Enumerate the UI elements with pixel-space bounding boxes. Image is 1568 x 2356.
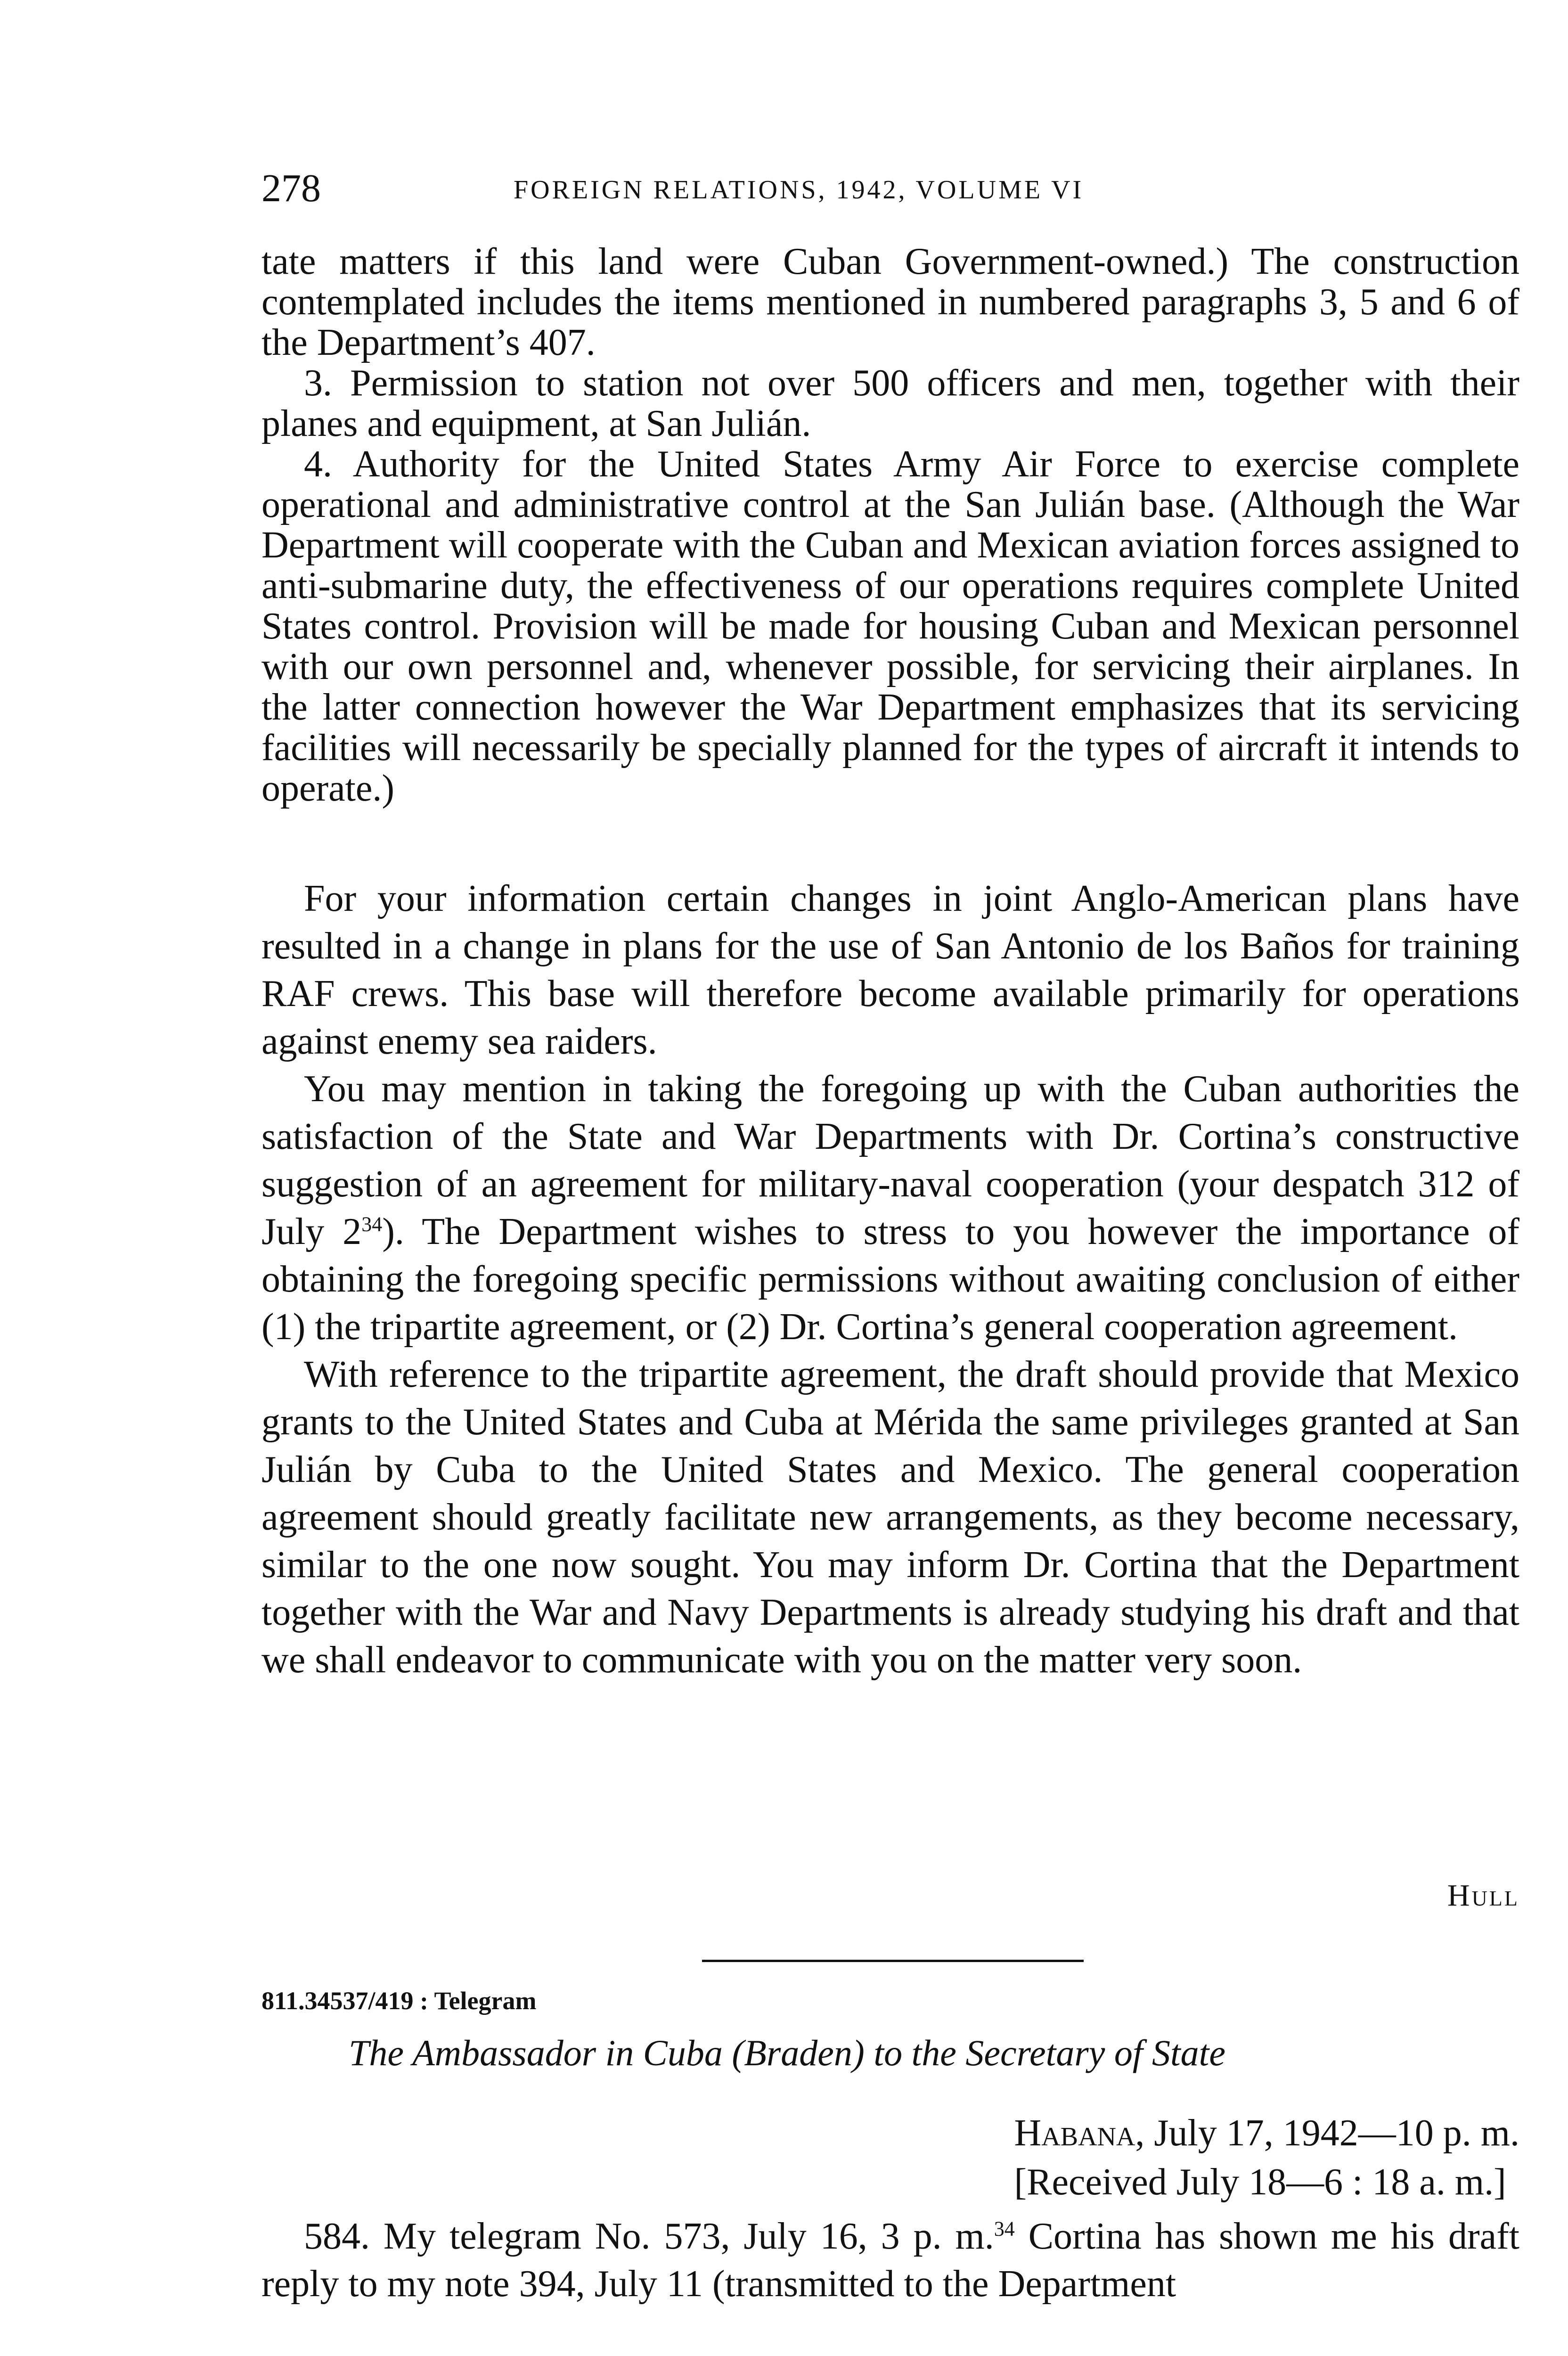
paragraph-584 <box>261 2213 1519 2308</box>
running-head: FOREIGN RELATIONS, 1942, VOLUME VI <box>514 175 1084 205</box>
footnote-mark: 34 <box>361 1212 383 1236</box>
paragraph-item-3: 3. Permission to station not over 500 officers and men, together with their planes and equipment, at San Julián. <box>261 362 1519 444</box>
paragraph-mention <box>261 1065 1519 1351</box>
paragraph-item-4: 4. Authority for the United States Army Air Force to exercise complete operational and administrative control at the San Julián base. (Although the War Department will cooperate with the Cuban and Mexican aviation forces assigned to anti-submarine duty, the effectiveness of our operations requires complete United States control. Provision will be made for housing Cuban and Mexican personnel with our own personnel and, whenever possible, for servicing their airplanes. In the latter connection however the War Department emphasizes that its servicing facilities will necessarily be specially planned for the types of aircraft it intends to operate.) <box>261 443 1519 809</box>
paragraph-584-text-a: 584. My telegram No. 573, July 16, 3 p. m. <box>304 2216 994 2257</box>
dateline-place: Habana, <box>1014 2112 1145 2154</box>
section-divider <box>702 1960 1084 1962</box>
signature: Hull <box>1447 1878 1519 1913</box>
paragraph-tripartite: With reference to the tripartite agreement, the draft should provide that Mexico grants to the United States and Cuba at Mérida the same privileges granted at San Julián by Cuba to the United States and Mexico. The general cooperation agreement should greatly facilitate new arrangements, as they become necessary, similar to the one now sought. You may inform Dr. Cortina that the Department together with the War and Navy Departments is already studying his draft and that we shall endeavor to communicate with you on the matter very soon. <box>261 1354 1519 1681</box>
paragraph-mention-text-b: ). The Department wishes to stress to you however the importance of obtaining the foregoing specific permissions without awaiting conclusion of either (1) the tripartite agreement, or (2) Dr. Cortina’s general cooperation agreement. <box>261 1211 1520 1348</box>
telegram-body <box>261 2213 1519 2308</box>
dateline-time: July 17, 1942—10 p. m. <box>1144 2112 1519 2154</box>
dateline-sent <box>1014 2109 1519 2158</box>
main-paragraphs <box>261 875 1519 1684</box>
paragraph-mention-text-a: You may mention in taking the foregoing up with the Cuban authorities the satisfaction of the State and War Departments with Dr. Cortina’s constructive suggestion of an agreement for military-naval cooperation (your despatch 312 of July 2 <box>261 1068 1519 1252</box>
numbered-paragraphs <box>261 241 1519 809</box>
paragraph-continuation: tate matters if this land were Cuban Government-owned.) The construction contemplated includes the items mentioned in numbered paragraphs 3, 5 and 6 of the Department’s 407. <box>261 241 1519 363</box>
dateline <box>1014 2109 1519 2207</box>
document-title: The Ambassador in Cuba (Braden) to the Secretary of State <box>349 2032 1225 2073</box>
page-header <box>261 167 1519 210</box>
dateline-received: [Received July 18—6 : 18 a. m.] <box>1014 2161 1506 2203</box>
paragraph-584-text-b: Cortina has shown me his draft reply to my note 394, July 11 (transmitted to the Department <box>261 2216 1519 2305</box>
paragraph-information: For your information certain changes in joint Anglo-American plans have resulted in a change in plans for the use of San Antonio de los Baños for training RAF crews. This base will therefore become available primarily for operations against enemy sea raiders. <box>261 878 1519 1062</box>
file-reference: 811.34537/419 : Telegram <box>261 1987 537 2015</box>
footnote-mark: 34 <box>994 2217 1015 2241</box>
page-number: 278 <box>261 166 321 210</box>
